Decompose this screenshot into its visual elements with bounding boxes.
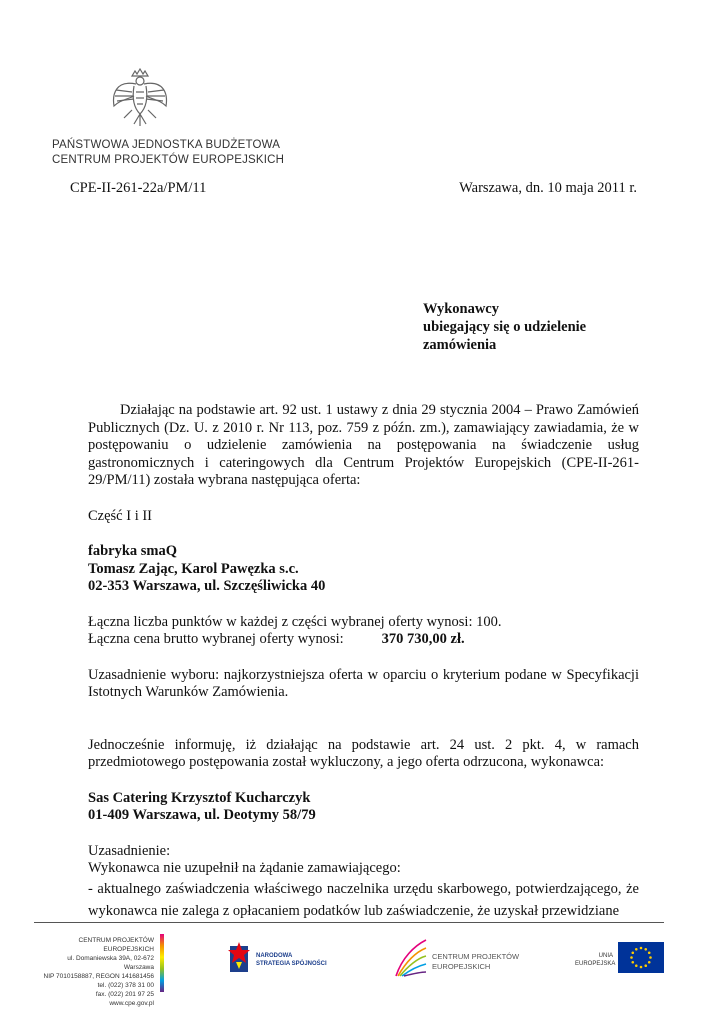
- footer-org-name: CENTRUM PROJEKTÓW EUROPEJSKICH: [78, 937, 154, 953]
- eu-star-icon: [635, 964, 638, 967]
- justification-paragraph: Uzasadnienie wyboru: najkorzystniejsza oferta w oparciu o kryterium podane w Specyfikacji Istotnych Warunków Zamówienia.: [88, 666, 639, 700]
- points-line: Łączna liczba punktów w każdej z części wybranej oferty wynosi: 100.: [88, 613, 502, 630]
- excluded-address: 01-409 Warszawa, ul. Deotymy 58/79: [88, 807, 316, 823]
- eu-star-icon: [644, 948, 647, 951]
- letter-date: Warszawa, dn. 10 maja 2011 r.: [459, 180, 637, 196]
- ue-label: [575, 952, 616, 968]
- color-bar-decoration: [160, 934, 164, 992]
- eu-star-icon: [640, 966, 643, 969]
- eu-star-icon: [635, 948, 638, 951]
- price-label: Łączna cena brutto wybranej oferty wynosi:: [88, 631, 344, 647]
- recipient-block: [423, 300, 643, 354]
- reason-line-1: Wykonawca nie uzupełnił na żądanie zamawiającego:: [88, 860, 401, 876]
- eu-star-icon: [630, 956, 633, 959]
- exclusion-paragraph: Jednocześnie informuję, iż działając na podstawie art. 24 ust. 2 pkt. 4, w ramach przedmiotowego postępowania został wykluczony, a jego oferta odrzucona, wykonawca:: [88, 736, 639, 770]
- excluded-name: Sas Catering Krzysztof Kucharczyk: [88, 789, 311, 806]
- footer-organization-info: [36, 936, 154, 1008]
- org-line-1: PAŃSTWOWA JEDNOSTKA BUDŻETOWA: [52, 139, 281, 151]
- eu-star-icon: [644, 964, 647, 967]
- letter-body: [88, 402, 639, 922]
- reference-number: CPE-II-261-22a/PM/11: [70, 180, 207, 196]
- winner-name: fabryka smaQ: [88, 543, 178, 559]
- ns-line-1: NARODOWA: [256, 953, 293, 959]
- eu-flag-icon: [618, 942, 664, 973]
- footer-address: ul. Domaniewska 39A, 02-672 Warszawa: [67, 955, 154, 971]
- cpe-swirl-logo-icon: [392, 936, 428, 980]
- eu-star-icon: [648, 951, 651, 954]
- recipient-line-2: ubiegający się o udzielenie: [423, 319, 587, 335]
- eu-star-icon: [640, 947, 643, 950]
- part-label: Część I i II: [88, 507, 153, 524]
- price-value: 370 730,00 zł.: [381, 631, 465, 647]
- narodowa-strategia-spojnosci-logo-icon: [226, 940, 252, 974]
- recipient-line-3: zamówienia: [423, 337, 497, 353]
- org-line-2: CENTRUM PROJEKTÓW EUROPEJSKICH: [52, 154, 285, 166]
- intro-paragraph: Działając na podstawie art. 92 ust. 1 ustawy z dnia 29 stycznia 2004 – Prawo Zamówień Publicznych (Dz. U. z 2010 r. Nr 113, poz. 759 z późn. zm.), zamawiający zawiadamia, że w postępowaniu o udzielenie zamówienia na postępowania na świadczenie usług gastronomicznych i cateringowych dla Centrum Projektów Europejskich (CPE-II-261-29/PM/11) została wybrana następująca oferta:: [88, 402, 639, 488]
- issuer-organization: [52, 138, 284, 168]
- eu-star-icon: [631, 951, 634, 954]
- excluded-block: [88, 790, 639, 825]
- ue-line-1: UNIA: [598, 953, 613, 959]
- footer-web: www.cpe.gov.pl: [109, 1000, 154, 1007]
- polish-eagle-emblem-icon: [108, 66, 172, 130]
- winner-block: [88, 543, 639, 596]
- reason-block: [88, 843, 639, 922]
- eu-star-icon: [649, 956, 652, 959]
- footer-divider: [34, 922, 664, 923]
- footer-ids: NIP 7010158887, REGON 141681456: [43, 973, 154, 980]
- reason-line-2: - aktualnego zaświadczenia właściwego naczelnika urzędu skarbowego, potwierdzającego, że wykonawca nie zalega z opłacaniem podatków lub zaświadczenie, że uzyskał przewidziane: [88, 880, 639, 919]
- ns-label: [256, 952, 327, 968]
- ue-line-2: EUROPEJSKA: [575, 961, 616, 967]
- eu-star-icon: [648, 961, 651, 964]
- cpe-label: [432, 952, 519, 972]
- cpe-line-1: CENTRUM PROJEKTÓW: [432, 952, 520, 961]
- winner-address: 02-353 Warszawa, ul. Szczęśliwicka 40: [88, 578, 326, 594]
- ns-line-2: STRATEGIA SPÓJNOŚCI: [256, 961, 327, 967]
- footer-fax: fax. (022) 201 97 25: [95, 991, 154, 998]
- winner-owners: Tomasz Zając, Karol Pawęzka s.c.: [88, 560, 299, 577]
- footer-tel: tel. (022) 378 31 00: [97, 982, 154, 989]
- recipient-line-1: Wykonawcy: [423, 301, 499, 317]
- reason-label: Uzasadnienie:: [88, 842, 171, 859]
- eu-star-icon: [631, 961, 634, 964]
- score-block: [88, 614, 639, 649]
- cpe-line-2: EUROPEJSKICH: [432, 962, 491, 971]
- price-line: [88, 631, 639, 649]
